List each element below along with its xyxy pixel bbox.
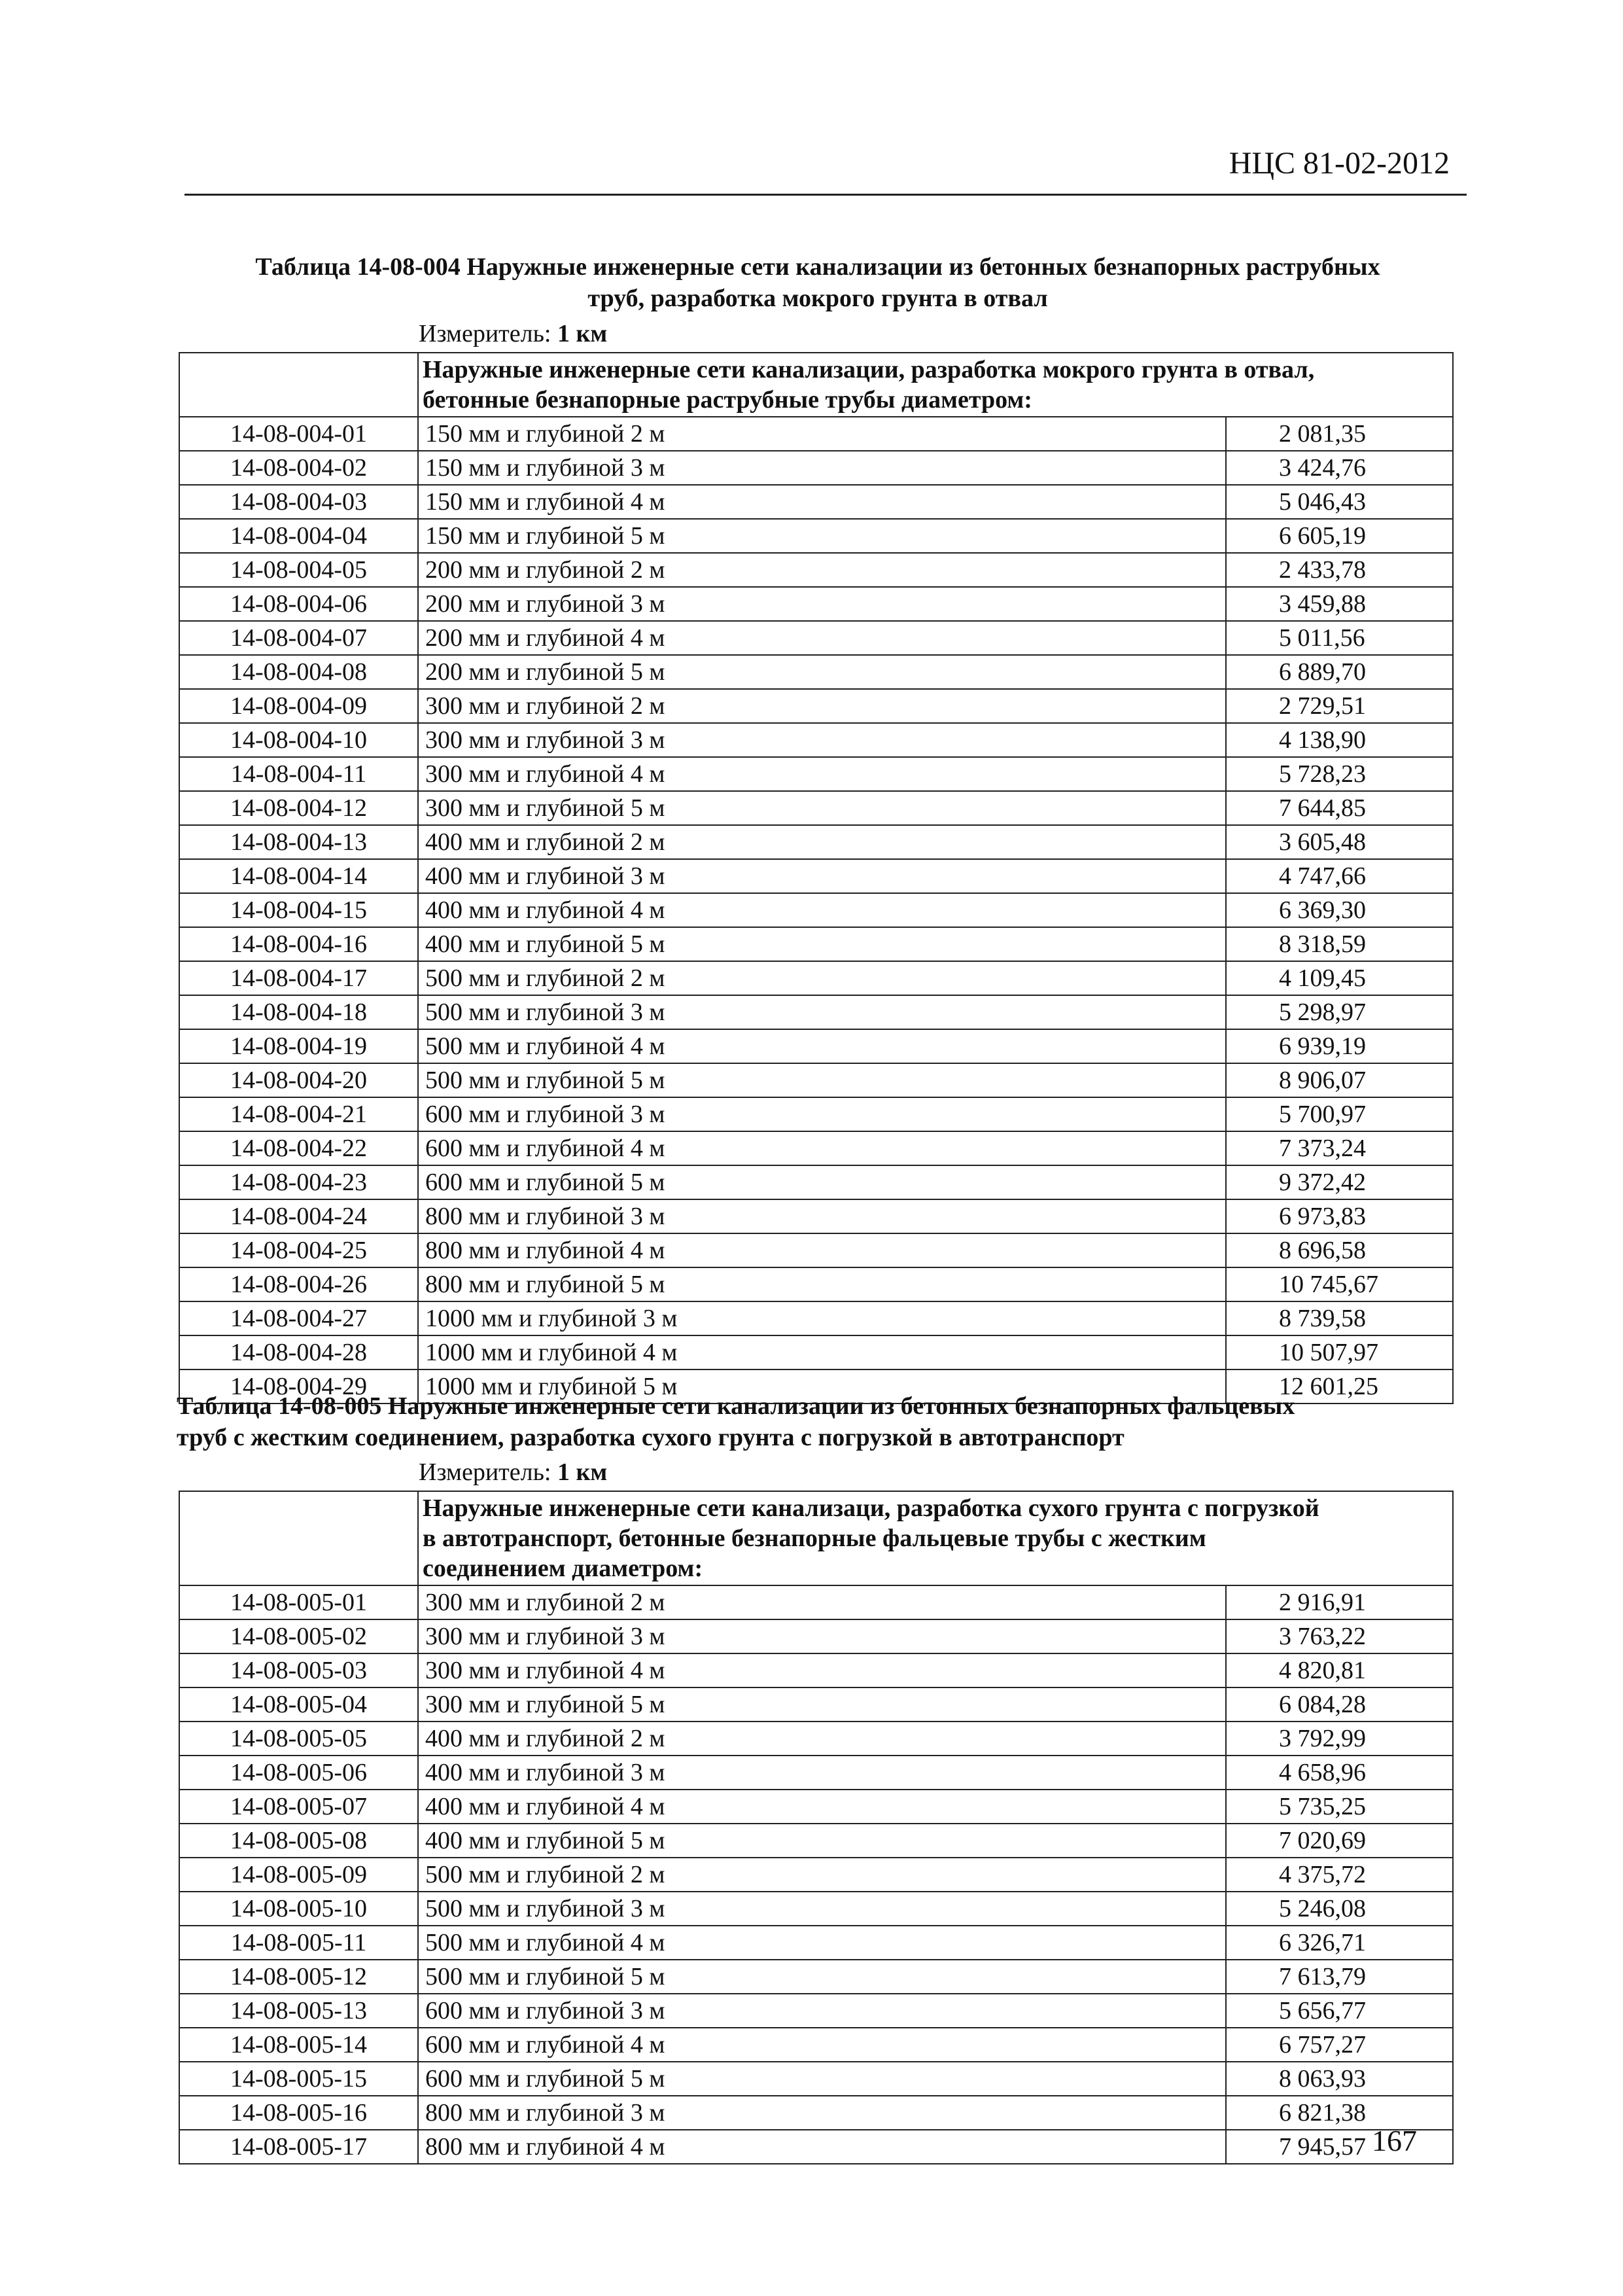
- row-code: 14-08-004-17: [179, 961, 418, 995]
- row-code: 14-08-005-06: [179, 1756, 418, 1790]
- row-description: 600 мм и глубиной 3 м: [418, 1097, 1226, 1131]
- table1-header-line2: бетонные безнапорные раструбные трубы диаметром:: [423, 386, 1032, 414]
- table-row: [179, 485, 1453, 519]
- row-code: 14-08-005-07: [179, 1790, 418, 1824]
- table-row: [179, 1858, 1453, 1892]
- table-row: [179, 1722, 1453, 1756]
- table-row: [179, 825, 1453, 859]
- row-price: 8 696,58: [1226, 1233, 1453, 1267]
- row-description: 600 мм и глубиной 5 м: [418, 2062, 1226, 2096]
- row-description: 800 мм и глубиной 3 м: [418, 2096, 1226, 2130]
- row-description: 500 мм и глубиной 4 м: [418, 1926, 1226, 1960]
- row-price: 3 424,76: [1226, 451, 1453, 485]
- row-code: 14-08-004-23: [179, 1165, 418, 1199]
- row-price: 3 605,48: [1226, 825, 1453, 859]
- row-price: 3 792,99: [1226, 1722, 1453, 1756]
- row-code: 14-08-004-09: [179, 689, 418, 723]
- row-code: 14-08-004-15: [179, 893, 418, 927]
- row-description: 200 мм и глубиной 3 м: [418, 587, 1226, 621]
- row-code: 14-08-005-01: [179, 1585, 418, 1619]
- table2-header-row: [179, 1491, 1453, 1585]
- row-price: 7 020,69: [1226, 1824, 1453, 1858]
- row-description: 500 мм и глубиной 3 м: [418, 995, 1226, 1029]
- row-code: 14-08-004-27: [179, 1301, 418, 1335]
- table1-header-line1: Наружные инженерные сети канализации, разработка мокрого грунта в отвал,: [423, 356, 1315, 383]
- row-description: 400 мм и глубиной 5 м: [418, 927, 1226, 961]
- table1-header-row: [179, 353, 1453, 417]
- row-code: 14-08-005-09: [179, 1858, 418, 1892]
- row-price: 5 011,56: [1226, 621, 1453, 655]
- row-price: 7 945,57: [1226, 2130, 1453, 2164]
- row-description: 300 мм и глубиной 4 м: [418, 757, 1226, 791]
- table2-header-line3: соединением диаметром:: [423, 1555, 703, 1582]
- row-code: 14-08-004-28: [179, 1335, 418, 1369]
- table2-caption: [177, 1390, 1459, 1453]
- document-code: НЦС 81-02-2012: [1229, 146, 1450, 181]
- table-row: [179, 2130, 1453, 2164]
- row-code: 14-08-005-14: [179, 2028, 418, 2062]
- row-description: 1000 мм и глубиной 4 м: [418, 1335, 1226, 1369]
- table-row: [179, 1233, 1453, 1267]
- table2-header-cell: [418, 1491, 1453, 1585]
- row-price: 4 820,81: [1226, 1653, 1453, 1687]
- row-description: 500 мм и глубиной 3 м: [418, 1892, 1226, 1926]
- row-description: 500 мм и глубиной 2 м: [418, 961, 1226, 995]
- table-row: [179, 893, 1453, 927]
- row-description: 500 мм и глубиной 5 м: [418, 1063, 1226, 1097]
- row-description: 500 мм и глубиной 5 м: [418, 1960, 1226, 1994]
- row-price: 4 138,90: [1226, 723, 1453, 757]
- row-description: 600 мм и глубиной 4 м: [418, 2028, 1226, 2062]
- row-price: 6 084,28: [1226, 1687, 1453, 1722]
- row-description: 600 мм и глубиной 4 м: [418, 1131, 1226, 1165]
- table-row: [179, 621, 1453, 655]
- table-row: [179, 1687, 1453, 1722]
- row-code: 14-08-004-07: [179, 621, 418, 655]
- table-row: [179, 1994, 1453, 2028]
- row-code: 14-08-005-16: [179, 2096, 418, 2130]
- row-price: 4 109,45: [1226, 961, 1453, 995]
- row-description: 300 мм и глубиной 2 м: [418, 689, 1226, 723]
- row-price: 7 373,24: [1226, 1131, 1453, 1165]
- row-code: 14-08-004-06: [179, 587, 418, 621]
- row-code: 14-08-004-19: [179, 1029, 418, 1063]
- row-price: 6 369,30: [1226, 893, 1453, 927]
- table2: [179, 1491, 1454, 2164]
- table-row: [179, 1029, 1453, 1063]
- table-row: [179, 1301, 1453, 1335]
- table1-caption-line1: Наружные инженерные сети канализации из бетонных безнапорных раструбных: [466, 253, 1380, 281]
- row-description: 300 мм и глубиной 3 м: [418, 723, 1226, 757]
- table-row: [179, 1165, 1453, 1199]
- row-description: 300 мм и глубиной 5 м: [418, 1687, 1226, 1722]
- table1: [179, 352, 1454, 1404]
- row-code: 14-08-004-04: [179, 519, 418, 553]
- header-rule: [184, 194, 1467, 196]
- table2-body: [179, 1585, 1453, 2164]
- row-description: 400 мм и глубиной 3 м: [418, 859, 1226, 893]
- row-code: 14-08-004-13: [179, 825, 418, 859]
- row-price: 8 739,58: [1226, 1301, 1453, 1335]
- row-price: 5 735,25: [1226, 1790, 1453, 1824]
- row-description: 800 мм и глубиной 4 м: [418, 1233, 1226, 1267]
- table-row: [179, 995, 1453, 1029]
- table-row: [179, 655, 1453, 689]
- row-code: 14-08-005-12: [179, 1960, 418, 1994]
- row-price: 3 763,22: [1226, 1619, 1453, 1653]
- row-code: 14-08-004-24: [179, 1199, 418, 1233]
- row-price: 3 459,88: [1226, 587, 1453, 621]
- row-price: 5 046,43: [1226, 485, 1453, 519]
- row-price: 2 916,91: [1226, 1585, 1453, 1619]
- table1-unit-value: 1 км: [557, 320, 608, 347]
- row-description: 400 мм и глубиной 2 м: [418, 1722, 1226, 1756]
- row-price: 9 372,42: [1226, 1165, 1453, 1199]
- row-code: 14-08-004-25: [179, 1233, 418, 1267]
- row-price: 6 605,19: [1226, 519, 1453, 553]
- row-code: 14-08-004-05: [179, 553, 418, 587]
- table-row: [179, 451, 1453, 485]
- table-row: [179, 1199, 1453, 1233]
- table-row: [179, 519, 1453, 553]
- table-row: [179, 1960, 1453, 1994]
- row-description: 500 мм и глубиной 2 м: [418, 1858, 1226, 1892]
- row-description: 1000 мм и глубиной 5 м: [418, 1369, 1226, 1404]
- row-price: 10 745,67: [1226, 1267, 1453, 1301]
- row-price: 10 507,97: [1226, 1335, 1453, 1369]
- row-code: 14-08-004-12: [179, 791, 418, 825]
- table-row: [179, 417, 1453, 451]
- row-price: 6 757,27: [1226, 2028, 1453, 2062]
- row-description: 600 мм и глубиной 3 м: [418, 1994, 1226, 2028]
- row-code: 14-08-004-10: [179, 723, 418, 757]
- row-code: 14-08-005-02: [179, 1619, 418, 1653]
- row-code: 14-08-004-03: [179, 485, 418, 519]
- table2-header-line2: в автотранспорт, бетонные безнапорные фальцевые трубы с жестким: [423, 1525, 1206, 1552]
- table-row: [179, 723, 1453, 757]
- row-code: 14-08-004-08: [179, 655, 418, 689]
- table-row: [179, 553, 1453, 587]
- table1-caption: [177, 251, 1459, 314]
- row-description: 150 мм и глубиной 4 м: [418, 485, 1226, 519]
- table-row: [179, 1892, 1453, 1926]
- row-description: 400 мм и глубиной 4 м: [418, 893, 1226, 927]
- table1-caption-prefix: Таблица 14-08-004: [255, 253, 461, 281]
- table-row: [179, 1267, 1453, 1301]
- row-description: 400 мм и глубиной 5 м: [418, 1824, 1226, 1858]
- row-price: 2 081,35: [1226, 417, 1453, 451]
- row-price: 4 747,66: [1226, 859, 1453, 893]
- row-price: 5 656,77: [1226, 1994, 1453, 2028]
- row-code: 14-08-005-03: [179, 1653, 418, 1687]
- row-price: 8 318,59: [1226, 927, 1453, 961]
- row-code: 14-08-005-17: [179, 2130, 418, 2164]
- row-price: 2 729,51: [1226, 689, 1453, 723]
- row-description: 150 мм и глубиной 2 м: [418, 417, 1226, 451]
- row-description: 200 мм и глубиной 4 м: [418, 621, 1226, 655]
- table-row: [179, 1585, 1453, 1619]
- table-row: [179, 791, 1453, 825]
- table2-caption-prefix: Таблица 14-08-005: [177, 1392, 382, 1420]
- row-price: 6 973,83: [1226, 1199, 1453, 1233]
- row-price: 6 821,38: [1226, 2096, 1453, 2130]
- table1-unit-label: Измеритель:: [419, 320, 551, 347]
- table1-body: [179, 417, 1453, 1404]
- table-row: [179, 2028, 1453, 2062]
- table-row: [179, 1756, 1453, 1790]
- table-row: [179, 1063, 1453, 1097]
- row-price: 5 246,08: [1226, 1892, 1453, 1926]
- row-code: 14-08-005-04: [179, 1687, 418, 1722]
- table-row: [179, 2096, 1453, 2130]
- row-description: 300 мм и глубиной 4 м: [418, 1653, 1226, 1687]
- row-description: 300 мм и глубиной 2 м: [418, 1585, 1226, 1619]
- row-description: 300 мм и глубиной 5 м: [418, 791, 1226, 825]
- row-description: 150 мм и глубиной 5 м: [418, 519, 1226, 553]
- table-row: [179, 2062, 1453, 2096]
- table1-unit: [419, 319, 607, 348]
- row-description: 800 мм и глубиной 5 м: [418, 1267, 1226, 1301]
- table1-header-cell: [418, 353, 1453, 417]
- table-row: [179, 961, 1453, 995]
- row-code: 14-08-005-10: [179, 1892, 418, 1926]
- page-number: 167: [1372, 2124, 1417, 2157]
- row-code: 14-08-004-01: [179, 417, 418, 451]
- row-price: 7 613,79: [1226, 1960, 1453, 1994]
- row-description: 500 мм и глубиной 4 м: [418, 1029, 1226, 1063]
- table-row: [179, 757, 1453, 791]
- row-description: 200 мм и глубиной 5 м: [418, 655, 1226, 689]
- table-row: [179, 1790, 1453, 1824]
- row-description: 400 мм и глубиной 2 м: [418, 825, 1226, 859]
- row-price: 5 700,97: [1226, 1097, 1453, 1131]
- row-price: 6 939,19: [1226, 1029, 1453, 1063]
- row-price: 2 433,78: [1226, 553, 1453, 587]
- table2-caption-line1: Наружные инженерные сети канализации из бетонных безнапорных фальцевых: [387, 1392, 1295, 1420]
- row-code: 14-08-005-08: [179, 1824, 418, 1858]
- row-price: 4 375,72: [1226, 1858, 1453, 1892]
- row-description: 400 мм и глубиной 3 м: [418, 1756, 1226, 1790]
- table2-unit: [419, 1458, 607, 1487]
- row-code: 14-08-005-05: [179, 1722, 418, 1756]
- row-description: 600 мм и глубиной 5 м: [418, 1165, 1226, 1199]
- row-price: 5 728,23: [1226, 757, 1453, 791]
- table-row: [179, 1619, 1453, 1653]
- row-code: 14-08-004-29: [179, 1369, 418, 1404]
- row-description: 800 мм и глубиной 3 м: [418, 1199, 1226, 1233]
- row-description: 400 мм и глубиной 4 м: [418, 1790, 1226, 1824]
- row-code: 14-08-004-22: [179, 1131, 418, 1165]
- row-description: 200 мм и глубиной 2 м: [418, 553, 1226, 587]
- row-code: 14-08-005-15: [179, 2062, 418, 2096]
- table2-unit-label: Измеритель:: [419, 1458, 551, 1486]
- row-code: 14-08-004-20: [179, 1063, 418, 1097]
- row-code: 14-08-004-11: [179, 757, 418, 791]
- table-row: [179, 1131, 1453, 1165]
- table2-caption-line2: труб с жестким соединением, разработка сухого грунта с погрузкой в автотранспорт: [177, 1424, 1125, 1451]
- row-code: 14-08-004-21: [179, 1097, 418, 1131]
- row-code: 14-08-004-14: [179, 859, 418, 893]
- row-code: 14-08-004-18: [179, 995, 418, 1029]
- table-row: [179, 587, 1453, 621]
- table-row: [179, 689, 1453, 723]
- row-price: 5 298,97: [1226, 995, 1453, 1029]
- table2-header-blank: [179, 1491, 418, 1585]
- row-price: 8 063,93: [1226, 2062, 1453, 2096]
- row-price: 8 906,07: [1226, 1063, 1453, 1097]
- row-price: 12 601,25: [1226, 1369, 1453, 1404]
- table-row: [179, 859, 1453, 893]
- row-description: 800 мм и глубиной 4 м: [418, 2130, 1226, 2164]
- row-code: 14-08-005-11: [179, 1926, 418, 1960]
- table-row: [179, 1097, 1453, 1131]
- table-row: [179, 1926, 1453, 1960]
- row-price: 6 326,71: [1226, 1926, 1453, 1960]
- row-price: 7 644,85: [1226, 791, 1453, 825]
- table1-caption-line2: труб, разработка мокрого грунта в отвал: [587, 285, 1048, 312]
- row-code: 14-08-004-16: [179, 927, 418, 961]
- row-code: 14-08-004-02: [179, 451, 418, 485]
- table-row: [179, 1824, 1453, 1858]
- table-row: [179, 1653, 1453, 1687]
- row-description: 300 мм и глубиной 3 м: [418, 1619, 1226, 1653]
- row-price: 4 658,96: [1226, 1756, 1453, 1790]
- table1-header-blank: [179, 353, 418, 417]
- row-description: 1000 мм и глубиной 3 м: [418, 1301, 1226, 1335]
- row-code: 14-08-005-13: [179, 1994, 418, 2028]
- row-description: 150 мм и глубиной 3 м: [418, 451, 1226, 485]
- table2-header-line1: Наружные инженерные сети канализаци, разработка сухого грунта с погрузкой: [423, 1494, 1319, 1522]
- row-code: 14-08-004-26: [179, 1267, 418, 1301]
- table-row: [179, 1335, 1453, 1369]
- table-row: [179, 927, 1453, 961]
- table2-unit-value: 1 км: [557, 1458, 608, 1486]
- row-price: 6 889,70: [1226, 655, 1453, 689]
